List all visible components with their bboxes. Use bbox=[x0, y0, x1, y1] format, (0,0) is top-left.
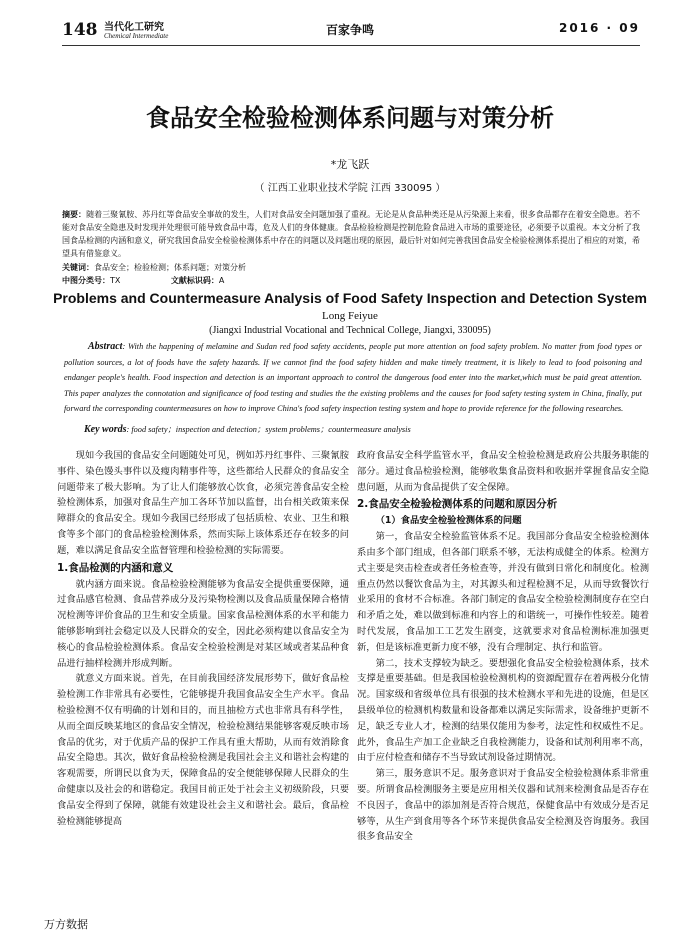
en-keywords-text: : food safety；inspection and detection；system problems；countermeasure analysis bbox=[126, 425, 411, 434]
paragraph: 就内涵方面来说。食品检验检测能够为食品安全提供重要保障，通过食品感官检测、食品营养成分及污染物检测以及食品质量保障合格情况检测等评价食品的卫生和安全质量。国家食品检测体系的水平和能力能够影响到社会稳定以及人民群众的安全，因此必须构建以食品安全为核心的食品检验检测体系。食品安全检验检测是对某区域或者某品种食品进行抽样检测并形成判断。 bbox=[57, 578, 349, 669]
section-heading: 1.食品检测的内涵和意义 bbox=[57, 561, 174, 574]
header-rule bbox=[62, 45, 640, 46]
paper-title: 食品安全检验检测体系问题与对策分析 bbox=[146, 104, 554, 132]
en-abstract-label: Abstract bbox=[88, 341, 123, 352]
paragraph: 第一，食品安全检验监管体系不足。我国部分食品安全检验检测体系由多个部门组成，但各部门联系不够，无法构成健全的体系。检测方式主要是突击检查或者任务检查等，并没有做到日常化和制度化。检测重点仍然以餐饮食品为主，对其源头和过程检测不足，从而导致餐饮行业采用的食材不合标准。各部门制定的食品安全检验检测制度存在空白和矛盾之处，难以做到标准和内容上的和谐统一，可操作性较差。随着时代发展，食品加工工艺发生剧变，这就要求对食品检测标准加强更新，但是该标准更新力度不够，没有合理制定、执行和监管。 bbox=[357, 531, 649, 653]
en-abstract bbox=[64, 339, 642, 417]
cn-abstract-label: 摘要： bbox=[62, 210, 87, 219]
class-value: TX bbox=[110, 276, 121, 285]
en-affiliation: (Jiangxi Industrial Vocational and Technical College, Jiangxi, 330095) bbox=[209, 325, 491, 336]
journal-name-cn: 当代化工研究 bbox=[104, 22, 164, 33]
section-name: 百家争鸣 bbox=[325, 23, 374, 37]
page-header bbox=[40, 16, 660, 56]
doc-code-value: A bbox=[218, 276, 225, 285]
en-abstract-text: : With the happening of melamine and Sudan red food safety accidents, people put more attention on food safety problem. No matter from food types or pollution sources, a lot of foods have the safety hazards. If we cannot find the food safety hidden and make timely treatment, it is likely to lead to food poisoning and endanger people's health. Food inspection and detection is an important approach to control the dangerous food enter into the market,which must be paid great attention. This paper analyzes the connotation and significance of food testing and studies the the existing problems and the causes for food safety testing system in China, finally, put forward the corresponding countermeasures on how to improve China's food safety inspection testing system and hope to provide reference for the following researches. bbox=[64, 342, 642, 414]
class-label: 中图分类号： bbox=[62, 276, 110, 285]
en-keywords-label: Key words bbox=[84, 424, 127, 435]
right-column bbox=[357, 448, 649, 845]
author: *龙飞跃 bbox=[330, 158, 370, 171]
en-title: Problems and Countermeasure Analysis of Food Safety Inspection and Detection System bbox=[53, 290, 647, 306]
cn-keywords-text: 食品安全；检验检测；体系问题；对策分析 bbox=[94, 263, 246, 272]
cn-keywords-label: 关键词： bbox=[62, 263, 94, 272]
footer-watermark: 万方数据 bbox=[44, 918, 88, 931]
paragraph: 就意义方面来说。首先，在目前我国经济发展形势下，做好食品检验检测工作非常具有必要性，它能够提升我国食品安全生产水平。食品检验检测不仅有明确的计划和目的，而且抽检方式也非常具有科学性，从而全面反映某地区的食品安全情况，检验检测结果能够客观反映市场食品的优劣，对于优质产品的保护工作具有重大帮助，从而有效消除食品安全隐患。其次，做好食品检验检测是我国社会主义和谐社会构建的客观需要，所谓民以食为天，保障食品的安全便能够保障人民群众的生命健康以及社会的和谐稳定。我国目前正处于社会主义初级阶段，只要食品安全得到了保障，就能有效建设社会主义和谐社会。最后，食品检验检测能够提高 bbox=[57, 673, 349, 827]
cn-abstract bbox=[62, 208, 640, 260]
classification bbox=[62, 275, 224, 286]
cn-abstract-text: 随着三聚氰胺、苏丹红等食品安全事故的发生，人们对食品安全问题加强了重视。无论是从食品种类还是从污染源上来看，很多食品都存在着安全隐患。若不能对食品安全隐患及时发现并处理很可能导致食品中毒，危及人们的身体健康。食品检验检测是控制危险食品进入市场的重要途径，必须要予以重视。本文分析了我国食品检测的内涵和意义，研究我国食品安全检验检测体系中存在的问题以及问题出现的原因，最后针对如何完善我国食品安全检验检测体系提出了相应的对策，希望具有借鉴意义。 bbox=[62, 210, 641, 258]
doc-code-label: 文献标识码： bbox=[170, 276, 219, 285]
issue-number: 2016 · 09 bbox=[558, 21, 640, 35]
section-heading: 2.食品安全检验检测体系的问题和原因分析 bbox=[357, 498, 558, 511]
paragraph: 第二，技术支撑较为缺乏。要想强化食品安全检验检测体系，技术支撑是重要基础。但是我国检验检测机构的资源配置存在着两极分化情况。国家级和省级单位具有很强的技术检测水平和先进的设施，但是区县级单位的检测机构数量和设备都难以满足实际需求，设备维护更新不足，缺乏专业人才，检测的结果仅能用为参考，法定性和权威性不足。此外，食品生产加工企业缺乏自我检测能力，设备和试剂利用率不高，由于应付检查和储存不当导致试剂设备过期情况。 bbox=[357, 657, 649, 764]
affiliation: （ 江西工业职业技术学院 江西 330095 ） bbox=[254, 183, 446, 194]
page-number: 148 bbox=[62, 20, 98, 40]
paragraph: 政府食品安全科学监管水平，食品安全检验检测是政府公共服务职能的部分。通过食品检验检测，能够收集食品资料和收据并掌握食品安全隐患问题，从而为食品提供了安全保障。 bbox=[357, 450, 649, 493]
en-keywords bbox=[84, 423, 411, 435]
paragraph: 现如今我国的食品安全问题随处可见，例如苏丹红事件、三聚氰胺事件、染色馒头事件以及瘦肉精事件等，这些都给人民群众的食品安全问题带来了极大影响。为了让人们能够放心饮食，必须完善食品安全检验检测体系，加强对食品生产加工各环节加以监督，出台相关政策来保障群众的食品安全。现如今我国已经形成了包括质检、农业、卫生和粮食等多个部门的食品检验检测体系，然而实际上该体系还存在较多的问题，难以满足食品安全监督管理和检验检测的实际需要。 bbox=[57, 450, 349, 556]
en-author: Long Feiyue bbox=[322, 310, 378, 322]
journal-name-en: Chemical Intermediate bbox=[104, 32, 169, 40]
subsection-heading: （1）食品安全检验检测体系的问题 bbox=[375, 515, 522, 527]
left-column bbox=[57, 448, 349, 829]
cn-keywords bbox=[62, 262, 246, 273]
paragraph: 第三，服务意识不足。服务意识对于食品安全检验检测体系非常重要。所谓食品检测服务主要是应用相关仪器和试剂来检测食品是否存在不良因子，食品中的添加剂是否符合规范，保健食品中有效成分是否足够等，从生产到食用等各个环节来提供食品安全检测及咨询服务。我国很多食品安全 bbox=[357, 768, 649, 843]
